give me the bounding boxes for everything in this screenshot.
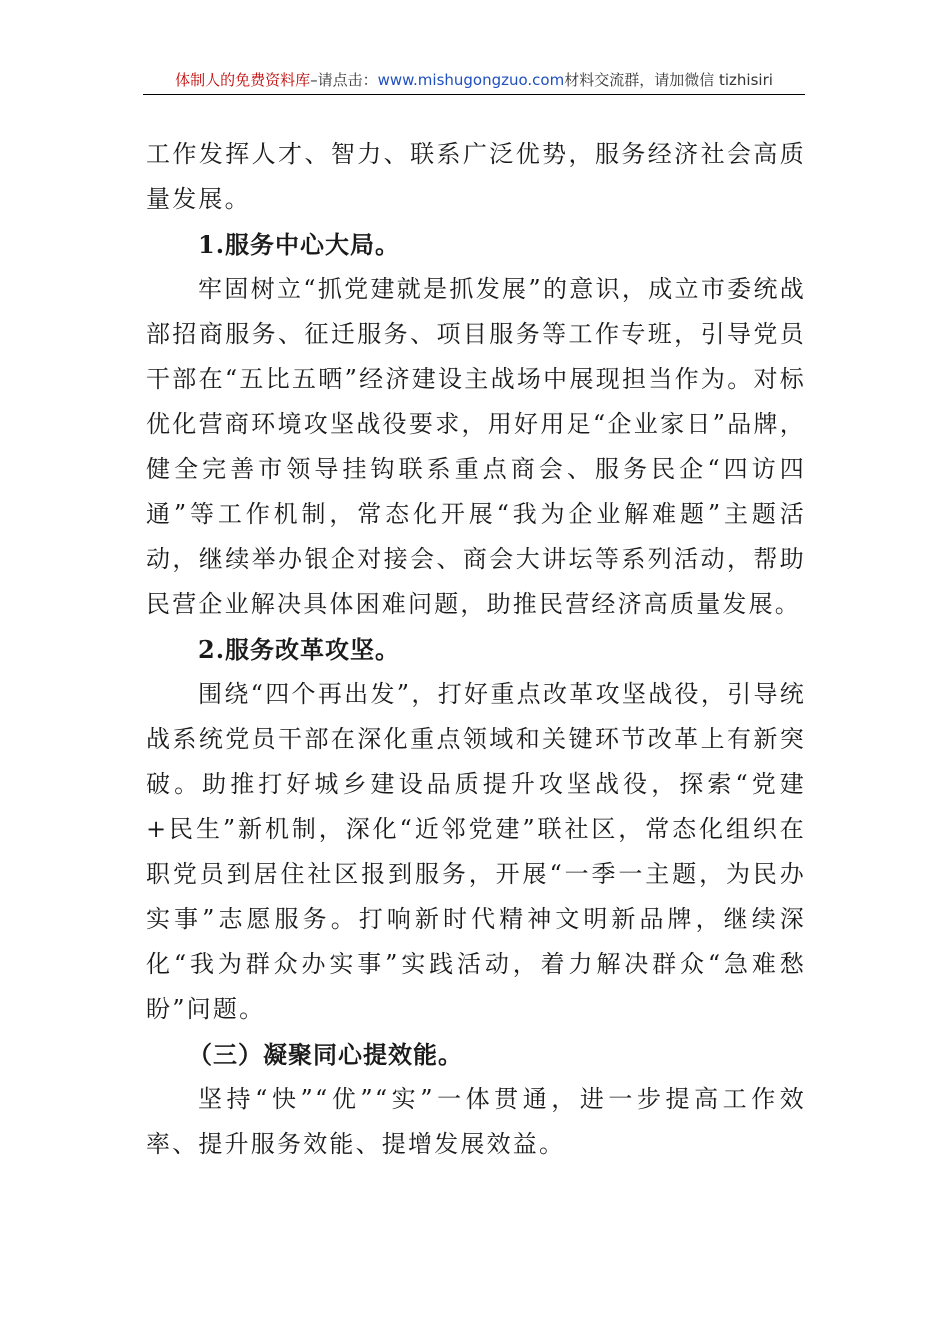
paragraph-serve-reform: 围绕“四个再出发”，打好重点改革攻坚战役，引导统战系统党员干部在深化重点领域和关键环节改革上有新突破。助推打好城乡建设品质提升攻坚战役，探索“党建+民生”新机制，深化“近邻党建”联社区，常态化组织在职党员到居住社区报到服务，开展“一季一主题，为民办实事”志愿服务。打响新时代精神文明新品牌，继续深化“我为群众办实事”实践活动，着力解决群众“急难愁盼”问题。 (146, 680, 806, 1023)
header-link[interactable]: www.mishugongzuo.com (377, 71, 565, 89)
section-heading-three: （三）凝聚同心提效能。 (188, 1040, 463, 1069)
header-prompt: –请点击： (310, 71, 378, 89)
page-header (143, 66, 805, 95)
heading-serve-center: 1.服务中心大局。 (198, 230, 401, 259)
document-body (146, 132, 806, 1167)
heading-serve-reform: 2.服务改革攻坚。 (198, 635, 401, 664)
continuation-paragraph: 工作发挥人才、智力、联系广泛优势，服务经济社会高质量发展。 (146, 140, 806, 213)
paragraph-efficiency: 坚持“快”“优”“实”一体贯通，进一步提高工作效率、提升服务效能、提增发展效益。 (146, 1085, 806, 1158)
header-brand: 体制人的免费资料库 (175, 71, 311, 89)
header-note: 材料交流群，请加微信 tizhisiri (564, 71, 773, 89)
paragraph-serve-center: 牢固树立“抓党建就是抓发展”的意识，成立市委统战部招商服务、征迁服务、项目服务等工作专班，引导党员干部在“五比五晒”经济建设主战场中展现担当作为。对标优化营商环境攻坚战役要求，用好用足“企业家日”品牌，健全完善市领导挂钩联系重点商会、服务民企“四访四通”等工作机制，常态化开展“我为企业解难题”主题活动，继续举办银企对接会、商会大讲坛等系列活动，帮助民营企业解决具体困难问题，助推民营经济高质量发展。 (146, 275, 806, 618)
